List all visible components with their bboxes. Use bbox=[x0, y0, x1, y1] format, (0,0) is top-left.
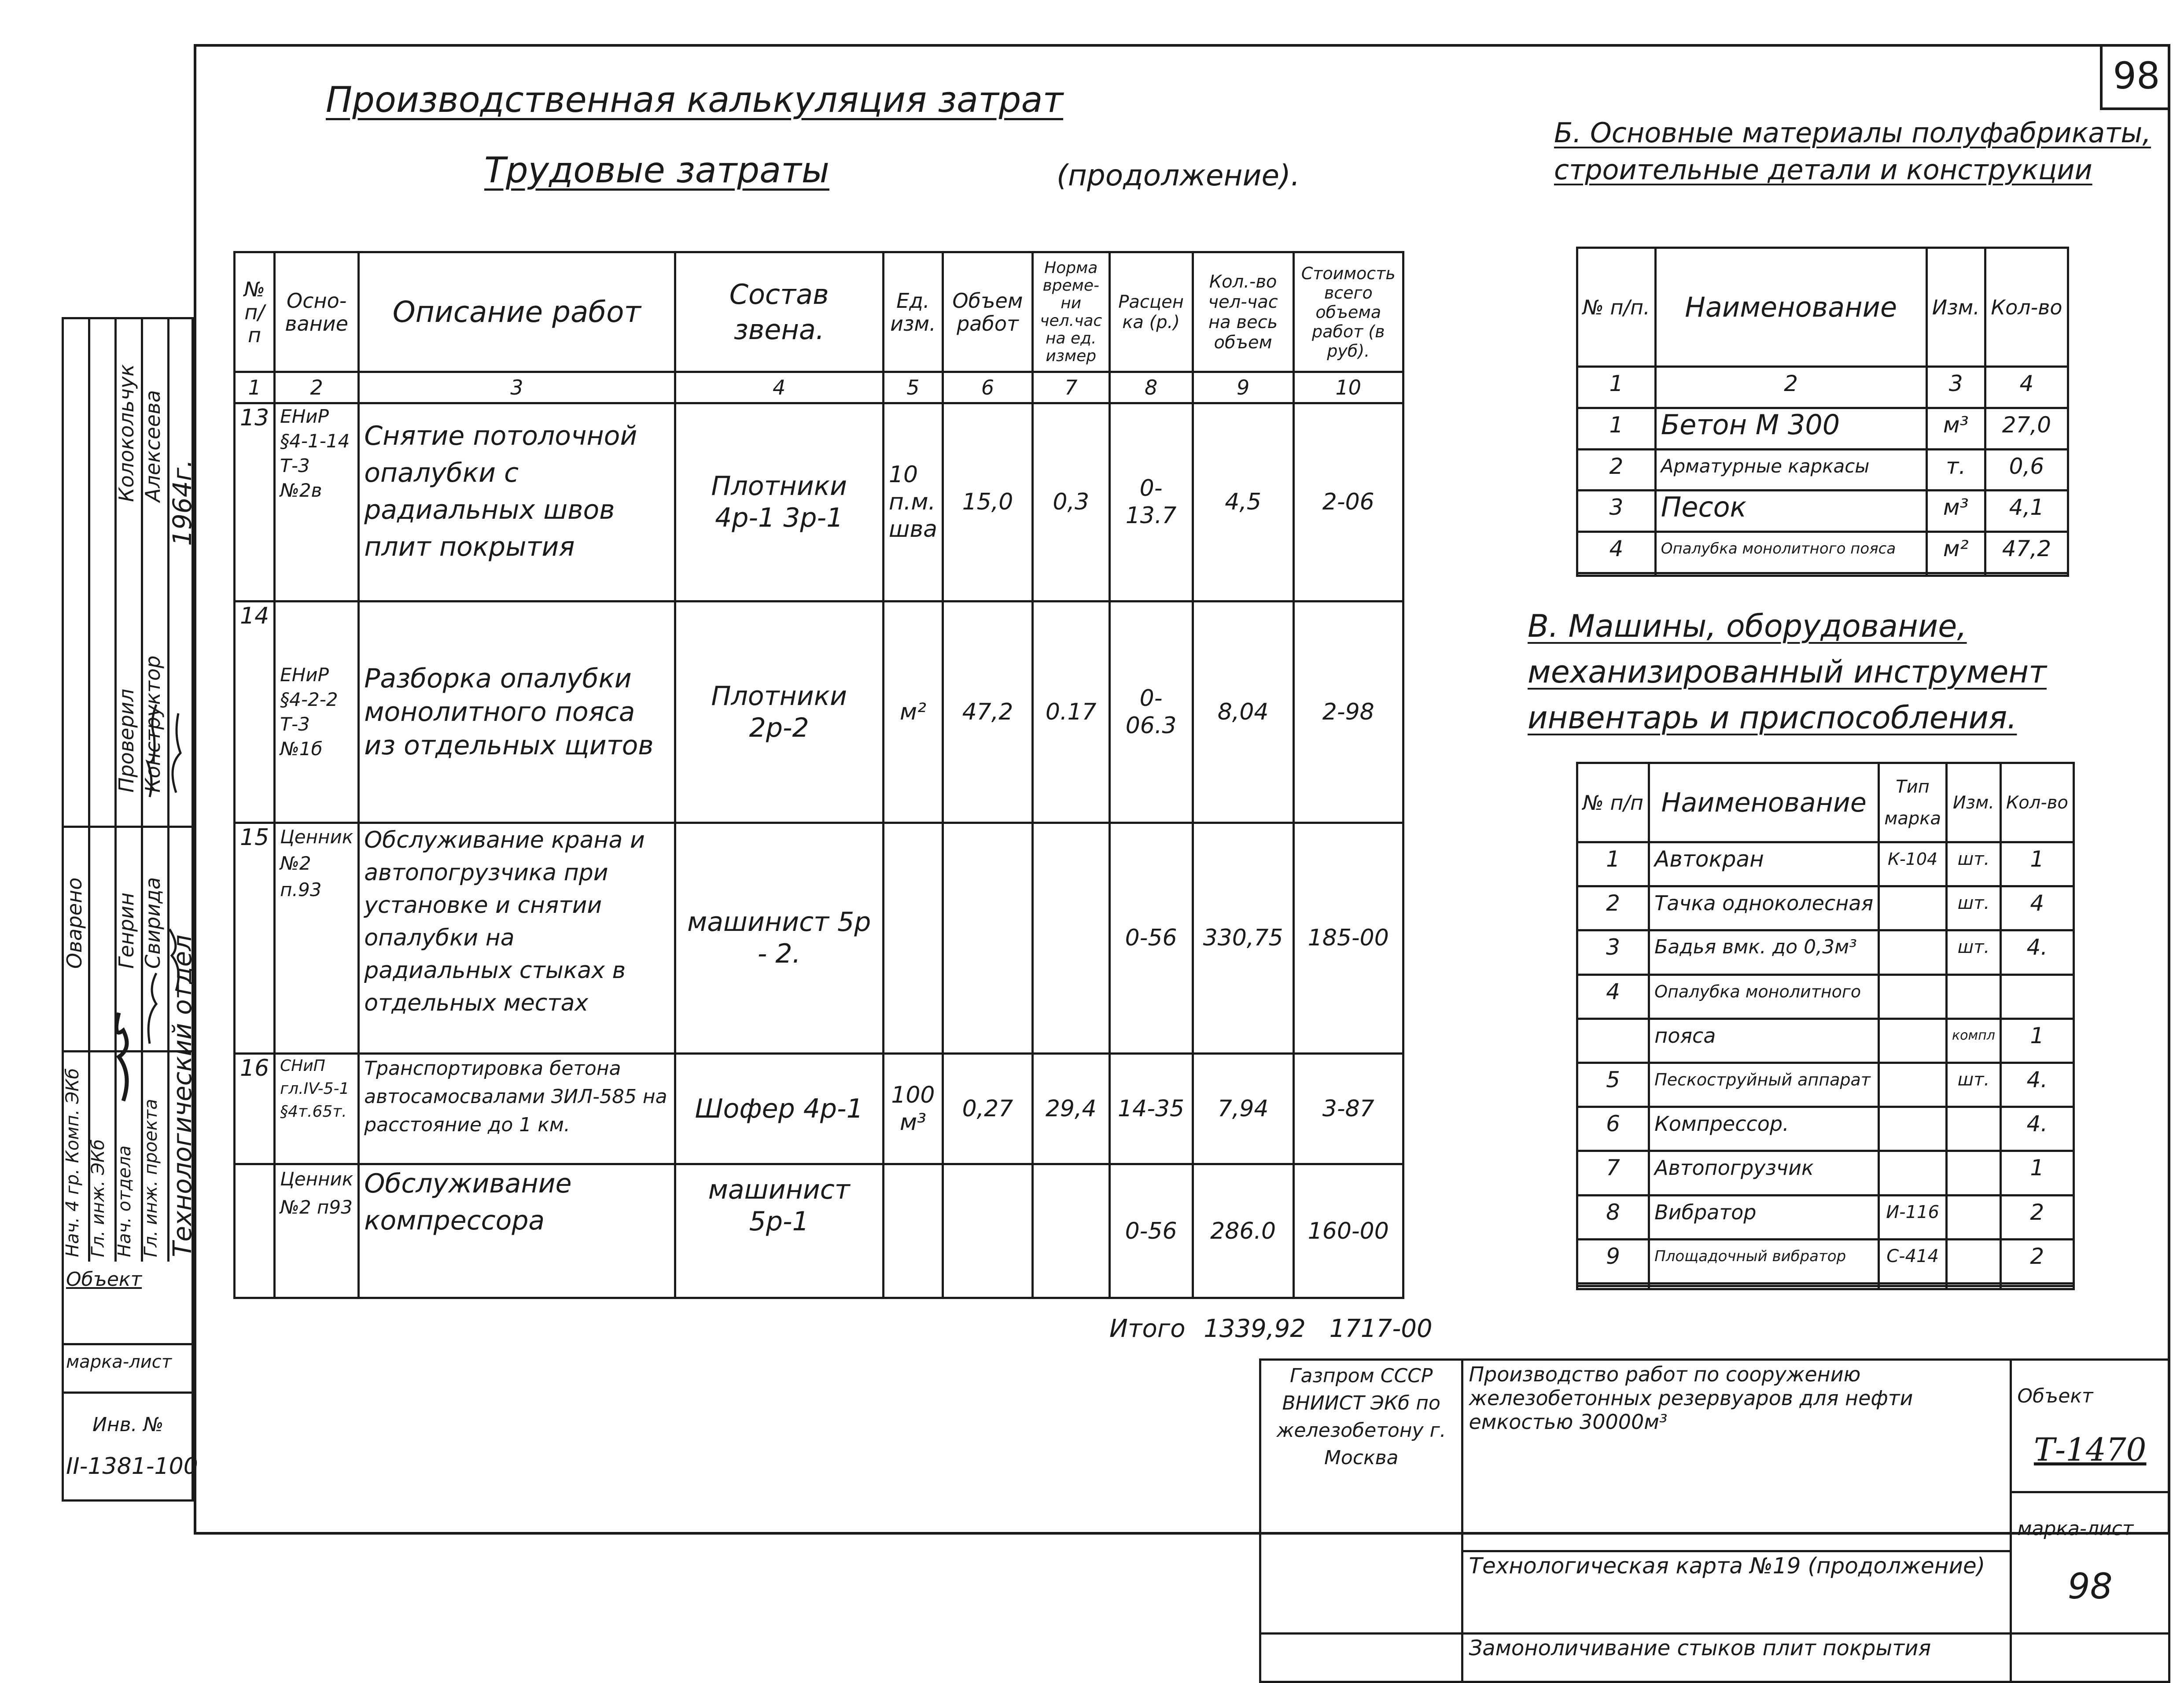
table-row bbox=[1577, 930, 2074, 974]
row-unit bbox=[1946, 974, 2000, 1019]
row-basis: Ценник №2 п.93 bbox=[275, 823, 359, 1053]
col-header-rate: Расцен ка (р.) bbox=[1109, 252, 1193, 372]
row-type bbox=[1879, 974, 1947, 1019]
row-unit: шт. bbox=[1946, 886, 2000, 930]
materials-table bbox=[1576, 247, 2069, 577]
table-row bbox=[235, 403, 1403, 601]
col-number: 3 bbox=[1926, 367, 1985, 408]
row-qty: 1 bbox=[2000, 842, 2074, 886]
row-volume: 0,27 bbox=[943, 1053, 1032, 1164]
col-number: 10 bbox=[1293, 372, 1403, 403]
project-name: Производство работ по сооружению железобетонных резервуаров для нефти емкостью 30000м³ bbox=[1462, 1360, 2011, 1551]
row-name: Площадочный вибратор bbox=[1649, 1239, 1879, 1283]
row-number: 7 bbox=[1577, 1151, 1649, 1195]
row-unit: м³ bbox=[1926, 408, 1985, 449]
row-norm bbox=[1032, 823, 1109, 1053]
row-number bbox=[1577, 1019, 1649, 1063]
object-label: Объект bbox=[2017, 1385, 2093, 1407]
col-header-crew: Состав звена. bbox=[675, 252, 883, 372]
col-number: 9 bbox=[1193, 372, 1293, 403]
col-number: 6 bbox=[943, 372, 1032, 403]
row-rate: 14-35 bbox=[1109, 1053, 1193, 1164]
sidebar-role: Нач. 4 гр. Комп. ЭКб bbox=[63, 1068, 83, 1257]
sheet-number: 98 bbox=[2067, 1566, 2113, 1607]
col-header-unit: Изм. bbox=[1926, 248, 1985, 367]
row-qty: 4,1 bbox=[1985, 491, 2068, 532]
row-desc: Обслуживание крана и автопогрузчика при установке и снятии опалубки на радиальных стыках в отдельных местах bbox=[359, 823, 675, 1053]
row-type: С-414 bbox=[1879, 1239, 1947, 1283]
row-unit bbox=[1946, 1195, 2000, 1239]
row-crew: Шофер 4р-1 bbox=[675, 1053, 883, 1164]
row-crew: машинист 5р-1 bbox=[675, 1164, 883, 1298]
col-header-name: Наименование bbox=[1649, 763, 1879, 842]
machines-table bbox=[1576, 762, 2075, 1290]
row-unit: т. bbox=[1926, 449, 1985, 491]
row-qty: 1 bbox=[2000, 1151, 2074, 1195]
row-cost: 2-98 bbox=[1293, 602, 1403, 823]
row-desc: Обслуживание компрессора bbox=[359, 1164, 675, 1298]
row-basis: ЕНиР §4-1-14 Т-3 №2в bbox=[275, 403, 359, 601]
table-row bbox=[1577, 1107, 2074, 1151]
table-row bbox=[1577, 842, 2074, 886]
col-header-desc: Описание работ bbox=[359, 252, 675, 372]
table-row bbox=[1577, 1063, 2074, 1107]
sidebar-department: Технологический отдел bbox=[167, 934, 197, 1257]
col-header-basis: Осно- вание bbox=[275, 252, 359, 372]
row-cost: 185-00 bbox=[1293, 823, 1403, 1053]
col-header-qty: Кол-во bbox=[1985, 248, 2068, 367]
col-number: 2 bbox=[1655, 367, 1926, 408]
row-unit: компл bbox=[1946, 1019, 2000, 1063]
row-name: Автопогрузчик bbox=[1649, 1151, 1879, 1195]
row-number bbox=[235, 1164, 275, 1298]
row-unit: 100 м³ bbox=[883, 1053, 943, 1164]
col-header-unit: Ед. изм. bbox=[883, 252, 943, 372]
row-hours: 286.0 bbox=[1193, 1164, 1293, 1298]
col-header-n: № п/п bbox=[1577, 763, 1649, 842]
sheet-cell bbox=[2011, 1492, 2169, 1634]
row-number: 3 bbox=[1577, 930, 1649, 974]
table-row bbox=[1577, 449, 2068, 491]
page-number-box bbox=[2100, 44, 2170, 110]
row-desc: Транспортировка бетона автосамосвалами ЗИЛ-585 на расстояние до 1 км. bbox=[359, 1053, 675, 1164]
row-name: Пескоструйный аппарат bbox=[1649, 1063, 1879, 1107]
sidebar-name: Колокольчук bbox=[114, 364, 138, 502]
row-number: 2 bbox=[1577, 886, 1649, 930]
row-cost: 2-06 bbox=[1293, 403, 1403, 601]
row-basis: СНиП гл.IV-5-1 §4т.65т. bbox=[275, 1053, 359, 1164]
sidebar-position: Конструктор bbox=[141, 655, 165, 793]
sidebar-role: Гл. инж. ЭКб bbox=[88, 1139, 108, 1257]
col-header-norm: Норма време- ни чел.час на ед. измер bbox=[1032, 252, 1109, 372]
row-cost: 160-00 bbox=[1293, 1164, 1403, 1298]
col-header-cost: Стоимость всего объема работ (в руб). bbox=[1293, 252, 1403, 372]
row-name: пояса bbox=[1649, 1019, 1879, 1063]
col-header-qty: Кол-во bbox=[2000, 763, 2074, 842]
row-norm bbox=[1032, 1164, 1109, 1298]
row-number: 4 bbox=[1577, 974, 1649, 1019]
inventory-number: II-1381-100 bbox=[66, 1453, 198, 1480]
table-row bbox=[235, 1053, 1403, 1164]
sheet-label: марка-лист bbox=[2017, 1517, 2134, 1540]
row-name: Опалубка монолитного пояса bbox=[1655, 532, 1926, 573]
total-hours: 1339,92 bbox=[1204, 1314, 1306, 1343]
col-header-hours: Кол.-во чел-час на весь объем bbox=[1193, 252, 1293, 372]
row-type bbox=[1879, 1107, 1947, 1151]
row-crew: машинист 5р - 2. bbox=[675, 823, 883, 1053]
row-qty: 47,2 bbox=[1985, 532, 2068, 573]
row-unit: шт. bbox=[1946, 842, 2000, 886]
row-qty: 4 bbox=[2000, 886, 2074, 930]
row-unit: м² bbox=[883, 602, 943, 823]
row-qty: 1 bbox=[2000, 1019, 2074, 1063]
row-number: 14 bbox=[235, 602, 275, 823]
table-row bbox=[235, 823, 1403, 1053]
sidebar-role: Гл. инж. проекта bbox=[141, 1099, 161, 1257]
section-title: Трудовые затраты bbox=[484, 150, 829, 191]
table-row bbox=[1577, 1195, 2074, 1239]
row-norm: 29,4 bbox=[1032, 1053, 1109, 1164]
row-number: 3 bbox=[1577, 491, 1656, 532]
col-header-unit: Изм. bbox=[1946, 763, 2000, 842]
row-rate: 0-13.7 bbox=[1109, 403, 1193, 601]
total-row bbox=[1109, 1314, 1433, 1343]
row-unit: м³ bbox=[1926, 491, 1985, 532]
table-row bbox=[1577, 1239, 2074, 1283]
row-number: 2 bbox=[1577, 449, 1656, 491]
col-header-volume: Объем работ bbox=[943, 252, 1032, 372]
row-name: Тачка одноколесная bbox=[1649, 886, 1879, 930]
row-number: 1 bbox=[1577, 842, 1649, 886]
mark-label: марка-лист bbox=[66, 1352, 172, 1372]
row-crew: Плотники 4р-1 3р-1 bbox=[675, 403, 883, 601]
organization: Газпром СССР ВНИИСТ ЭКб по железобетону г. Москва bbox=[1260, 1360, 1462, 1634]
sidebar-name: Алексеева bbox=[141, 390, 165, 502]
total-cost: 1717-00 bbox=[1329, 1314, 1433, 1343]
continuation-note: (продолжение). bbox=[1057, 159, 1300, 192]
row-number: 13 bbox=[235, 403, 275, 601]
row-norm: 0,3 bbox=[1032, 403, 1109, 601]
row-norm: 0.17 bbox=[1032, 602, 1109, 823]
row-cost: 3-87 bbox=[1293, 1053, 1403, 1164]
row-volume bbox=[943, 1164, 1032, 1298]
row-unit: шт. bbox=[1946, 930, 2000, 974]
row-unit: м² bbox=[1926, 532, 1985, 573]
col-number: 3 bbox=[359, 372, 675, 403]
row-name: Арматурные каркасы bbox=[1655, 449, 1926, 491]
row-hours: 7,94 bbox=[1193, 1053, 1293, 1164]
row-rate: 0-56 bbox=[1109, 823, 1193, 1053]
col-header-type: Тип марка bbox=[1879, 763, 1947, 842]
row-number: 8 bbox=[1577, 1195, 1649, 1239]
col-number: 4 bbox=[1985, 367, 2068, 408]
col-number: 2 bbox=[275, 372, 359, 403]
row-qty bbox=[2000, 974, 2074, 1019]
col-number: 1 bbox=[1577, 367, 1656, 408]
col-number: 8 bbox=[1109, 372, 1193, 403]
signature-marks bbox=[62, 317, 194, 1259]
row-volume: 47,2 bbox=[943, 602, 1032, 823]
col-header-n: № п/п. bbox=[1577, 248, 1656, 367]
col-number: 4 bbox=[675, 372, 883, 403]
col-number: 7 bbox=[1032, 372, 1109, 403]
row-desc: Разборка опалубки монолитного пояса из отдельных щитов bbox=[359, 602, 675, 823]
row-qty: 2 bbox=[2000, 1239, 2074, 1283]
table-row bbox=[1577, 408, 2068, 449]
row-unit bbox=[1946, 1151, 2000, 1195]
sidebar-name: Генрин bbox=[114, 892, 138, 969]
machines-title: В. Машины, оборудование, механизированный инструмент инвентарь и приспособления. bbox=[1528, 608, 2047, 736]
row-unit: шт. bbox=[1946, 1063, 2000, 1107]
row-name: Автокран bbox=[1649, 842, 1879, 886]
row-type: И-116 bbox=[1879, 1195, 1947, 1239]
table-row bbox=[235, 1164, 1403, 1298]
table-row bbox=[1577, 1019, 2074, 1063]
row-hours: 4,5 bbox=[1193, 403, 1293, 601]
row-type: К-104 bbox=[1879, 842, 1947, 886]
row-unit bbox=[883, 1164, 943, 1298]
title-block bbox=[1259, 1358, 2170, 1683]
row-rate: 0-56 bbox=[1109, 1164, 1193, 1298]
row-unit bbox=[883, 823, 943, 1053]
row-type bbox=[1879, 1019, 1947, 1063]
col-number: 1 bbox=[235, 372, 275, 403]
row-name: Опалубка монолитного bbox=[1649, 974, 1879, 1019]
row-name: Песок bbox=[1655, 491, 1926, 532]
table-row bbox=[235, 602, 1403, 823]
total-label: Итого bbox=[1109, 1314, 1186, 1343]
row-basis: ЕНиР §4-2-2 Т-3 №1б bbox=[275, 602, 359, 823]
col-header-name: Наименование bbox=[1655, 248, 1926, 367]
row-hours: 330,75 bbox=[1193, 823, 1293, 1053]
row-qty: 0,6 bbox=[1985, 449, 2068, 491]
row-type bbox=[1879, 1151, 1947, 1195]
document-title: Производственная калькуляция затрат bbox=[326, 79, 1064, 120]
row-qty: 4. bbox=[2000, 1063, 2074, 1107]
object-label: Объект bbox=[66, 1268, 142, 1291]
row-number: 16 bbox=[235, 1053, 275, 1164]
row-qty: 4. bbox=[2000, 930, 2074, 974]
col-number: 5 bbox=[883, 372, 943, 403]
sidebar-position: Проверил bbox=[114, 689, 138, 793]
row-number: 6 bbox=[1577, 1107, 1649, 1151]
row-desc: Снятие потолочной опалубки с радиальных швов плит покрытия bbox=[359, 403, 675, 601]
row-unit bbox=[1946, 1107, 2000, 1151]
row-volume: 15,0 bbox=[943, 403, 1032, 601]
work-subject: Замоноличивание стыков плит покрытия bbox=[1462, 1634, 2011, 1682]
sidebar-name: Оварено bbox=[63, 877, 86, 969]
row-number: 4 bbox=[1577, 532, 1656, 573]
row-name: Бетон М 300 bbox=[1655, 408, 1926, 449]
table-row bbox=[1577, 1151, 2074, 1195]
row-number: 15 bbox=[235, 823, 275, 1053]
labor-cost-table bbox=[233, 251, 1404, 1299]
row-qty: 4. bbox=[2000, 1107, 2074, 1151]
technology-card: Технологическая карта №19 (продолжение) bbox=[1462, 1551, 2011, 1633]
page-number: 98 bbox=[2113, 54, 2160, 97]
sidebar-year: 1964г. bbox=[167, 459, 197, 546]
row-name: Компрессор. bbox=[1649, 1107, 1879, 1151]
object-code: Т-1470 bbox=[2033, 1431, 2147, 1468]
row-unit bbox=[1946, 1239, 2000, 1283]
row-number: 5 bbox=[1577, 1063, 1649, 1107]
sidebar-name: Свирида bbox=[141, 877, 165, 969]
row-crew: Плотники 2р-2 bbox=[675, 602, 883, 823]
row-qty: 27,0 bbox=[1985, 408, 2068, 449]
inventory-label: Инв. № bbox=[92, 1414, 164, 1436]
row-hours: 8,04 bbox=[1193, 602, 1293, 823]
row-type bbox=[1879, 1063, 1947, 1107]
row-type bbox=[1879, 930, 1947, 974]
row-name: Бадья вмк. до 0,3м³ bbox=[1649, 930, 1879, 974]
table-row bbox=[1577, 974, 2074, 1019]
row-qty: 2 bbox=[2000, 1195, 2074, 1239]
row-type bbox=[1879, 886, 1947, 930]
table-row bbox=[1577, 886, 2074, 930]
row-basis: Ценник №2 п93 bbox=[275, 1164, 359, 1298]
object-cell bbox=[2011, 1360, 2169, 1492]
row-number: 9 bbox=[1577, 1239, 1649, 1283]
table-row bbox=[1577, 532, 2068, 573]
sidebar-role: Нач. отдела bbox=[114, 1145, 135, 1257]
row-unit: 10 п.м. шва bbox=[883, 403, 943, 601]
materials-title: Б. Основные материалы полуфабрикаты, строительные детали и конструкции bbox=[1554, 117, 2151, 186]
row-name: Вибратор bbox=[1649, 1195, 1879, 1239]
table-row bbox=[1577, 491, 2068, 532]
row-number: 1 bbox=[1577, 408, 1656, 449]
row-rate: 0-06.3 bbox=[1109, 602, 1193, 823]
row-volume bbox=[943, 823, 1032, 1053]
col-header-n: № п/п bbox=[235, 252, 275, 372]
